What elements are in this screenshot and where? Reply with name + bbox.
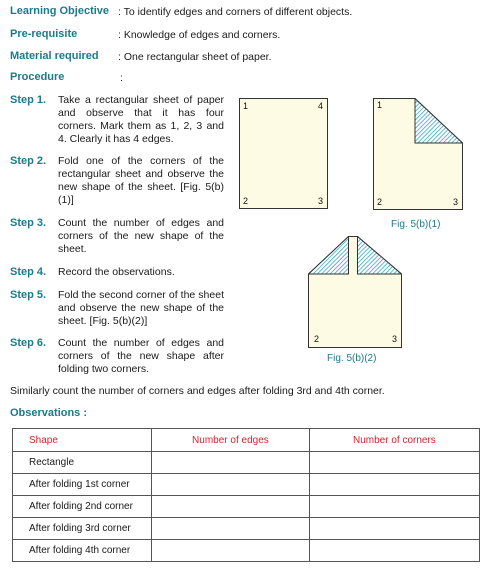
edges-cell[interactable] xyxy=(152,518,310,540)
step-2-label: Step 2. xyxy=(10,155,47,167)
corners-cell[interactable] xyxy=(309,540,479,562)
table-row xyxy=(13,540,480,562)
folded-flap-right xyxy=(358,237,402,275)
table-row xyxy=(13,474,480,496)
observations-table xyxy=(12,428,480,562)
prerequisite-label: Pre-requisite xyxy=(10,28,78,40)
learning-objective-value: : To identify edges and corners of different objects. xyxy=(118,6,353,18)
shape-cell: After folding 1st corner xyxy=(13,474,152,496)
corners-cell[interactable] xyxy=(309,496,479,518)
step-4-label: Step 4. xyxy=(10,266,47,278)
table-row xyxy=(13,452,480,474)
figure-caption-1: Fig. 5(b)(1) xyxy=(391,219,441,230)
column-header-corners: Number of corners xyxy=(309,429,479,452)
corners-cell[interactable] xyxy=(309,518,479,540)
column-header-edges: Number of edges xyxy=(152,429,310,452)
table-row xyxy=(13,518,480,540)
table-row xyxy=(13,496,480,518)
column-header-shape: Shape xyxy=(13,429,152,452)
two-corners-folded-sheet xyxy=(308,236,402,348)
step-6-label: Step 6. xyxy=(10,337,47,349)
step-5-label: Step 5. xyxy=(10,289,47,301)
step-1-text: Take a rectangular sheet of paper and observe that it has four corners. Mark them as 1, 2, 3 and 4. Clearly it has 4 edges. xyxy=(58,94,224,145)
step-1-label: Step 1. xyxy=(10,94,47,106)
shape-cell: After folding 2nd corner xyxy=(13,496,152,518)
table-header-row xyxy=(13,429,480,452)
folded-flap xyxy=(415,99,463,144)
corner-label: 3 xyxy=(453,197,459,207)
corner-label: 3 xyxy=(392,334,398,344)
step-3-label: Step 3. xyxy=(10,217,47,229)
step-2-text: Fold one of the corners of the rectangular sheet and observe the new shape of the sheet. [Fig. 5(b)(1)] xyxy=(58,155,224,206)
material-label: Material required xyxy=(10,50,99,62)
material-value: : One rectangular sheet of paper. xyxy=(118,51,272,63)
figure-caption-2: Fig. 5(b)(2) xyxy=(327,353,377,364)
corners-cell[interactable] xyxy=(309,452,479,474)
edges-cell[interactable] xyxy=(152,474,310,496)
step-4-text: Record the observations. xyxy=(58,266,175,278)
shape-cell: After folding 3rd corner xyxy=(13,518,152,540)
prerequisite-value: : Knowledge of edges and corners. xyxy=(118,29,281,41)
procedure-label: Procedure xyxy=(10,71,65,83)
one-corner-folded-sheet xyxy=(373,98,463,210)
rectangle-sheet xyxy=(239,98,328,209)
edges-cell[interactable] xyxy=(152,540,310,562)
step-3-text: Count the number of edges and corners of the new shape of the sheet. xyxy=(58,217,224,255)
corner-label: 2 xyxy=(243,196,249,206)
folded-flap-left xyxy=(309,237,349,275)
observations-label: Observations : xyxy=(10,407,88,419)
step-6-text: Count the number of edges and corners of the new shape after folding two corners. xyxy=(58,337,224,375)
procedure-colon: : xyxy=(120,72,123,84)
corner-label: 1 xyxy=(377,100,383,110)
corner-label: 2 xyxy=(377,197,383,207)
shape-cell: After folding 4th corner xyxy=(13,540,152,562)
corner-label: 2 xyxy=(314,334,320,344)
shape-cell: Rectangle xyxy=(13,452,152,474)
corner-label: 3 xyxy=(317,196,323,206)
step-5-text: Fold the second corner of the sheet and observe the new shape of the sheet. [Fig. 5(b)(2)] xyxy=(58,289,224,327)
instruction-text: Similarly count the number of corners and edges after folding 3rd and 4th corner. xyxy=(10,385,385,397)
learning-objective-label: Learning Objective xyxy=(10,5,110,17)
edges-cell[interactable] xyxy=(152,496,310,518)
edges-cell[interactable] xyxy=(152,452,310,474)
corners-cell[interactable] xyxy=(309,474,479,496)
corner-label: 4 xyxy=(317,101,323,111)
corner-label: 1 xyxy=(243,101,249,111)
